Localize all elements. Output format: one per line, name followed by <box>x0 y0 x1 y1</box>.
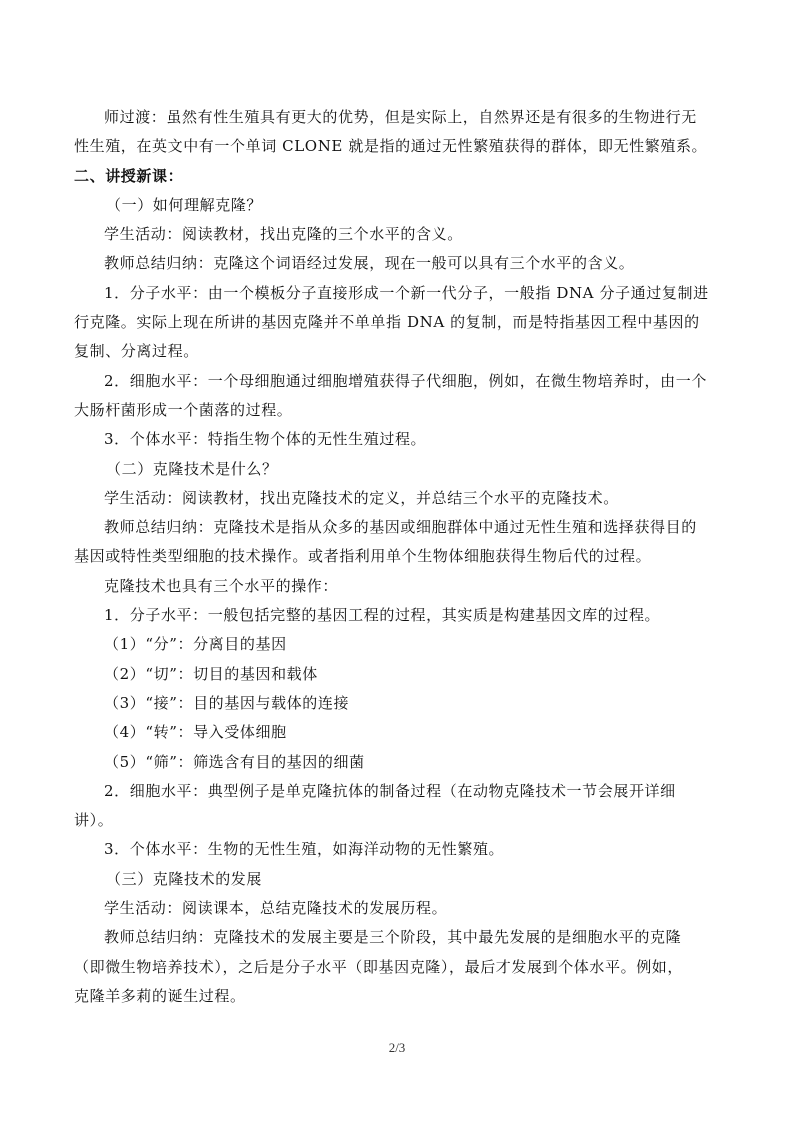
page-number: 2/3 <box>388 1040 406 1055</box>
paragraph-line: （4）“转”：导入受体细胞 <box>104 723 287 742</box>
paragraph-line: （5）“筛”：筛选含有目的基因的细菌 <box>104 752 365 771</box>
paragraph-line: 基因或特性类型细胞的技术操作。或者指利用单个生物体细胞获得生物后代的过程。 <box>74 547 652 566</box>
paragraph-line: 大肠杆菌形成一个菌落的过程。 <box>74 400 293 419</box>
paragraph-line: 克隆技术也具有三个水平的操作： <box>104 576 339 595</box>
paragraph-line: 2．细胞水平：一个母细胞通过细胞增殖获得子代细胞，例如，在微生物培养时，由一个 <box>104 371 707 390</box>
page-body <box>74 103 724 1011</box>
paragraph-line: （3）“接”：目的基因与载体的连接 <box>104 693 350 712</box>
paragraph-line: 1．分子水平：由一个模板分子直接形成一个新一代分子，一般指 DNA 分子通过复制进 <box>104 283 709 302</box>
paragraph-line: 学生活动：阅读教材，找出克隆技术的定义，并总结三个水平的克隆技术。 <box>104 488 619 507</box>
paragraph-line: 教师总结归纳：克隆这个词语经过发展，现在一般可以具有三个水平的含义。 <box>104 254 635 273</box>
paragraph-line: 复制、分离过程。 <box>74 342 199 361</box>
paragraph-line: 3．个体水平：特指生物个体的无性生殖过程。 <box>104 430 427 449</box>
paragraph-line: 讲）。 <box>74 811 114 830</box>
paragraph-line: 3．个体水平：生物的无性生殖，如海洋动物的无性繁殖。 <box>104 840 505 859</box>
paragraph-line: 教师总结归纳：克隆技术是指从众多的基因或细胞群体中通过无性生殖和选择获得目的 <box>104 518 697 537</box>
paragraph-line: （三）克隆技术的发展 <box>106 869 263 888</box>
paragraph-line: 教师总结归纳：克隆技术的发展主要是三个阶段，其中最先发展的是细胞水平的克隆 <box>104 928 682 947</box>
paragraph-line: （2）“切”：切目的基因和载体 <box>104 664 318 683</box>
paragraph-line: （即微生物培养技术），之后是分子水平（即基因克隆），最后才发展到个体水平。例如， <box>74 957 684 976</box>
paragraph-line: 克隆羊多莉的诞生过程。 <box>74 986 246 1005</box>
paragraph-line: 学生活动：阅读教材，找出克隆的三个水平的含义。 <box>104 225 463 244</box>
paragraph-line: 1．分子水平：一般包括完整的基因工程的过程，其实质是构建基因文库的过程。 <box>104 606 661 625</box>
paragraph-line: 行克隆。实际上现在所讲的基因克隆并不单单指 DNA 的复制，而是特指基因工程中基因的 <box>74 313 700 332</box>
paragraph-line: 性生殖，在英文中有一个单词 CLONE 就是指的通过无性繁殖获得的群体，即无性繁殖系。 <box>74 137 708 156</box>
paragraph-line: （1）“分”：分离目的基因 <box>104 635 287 654</box>
paragraph-line: （二）克隆技术是什么？ <box>106 459 278 478</box>
paragraph-line: （一）如何理解克隆？ <box>106 195 263 214</box>
section-heading: 二、讲授新课： <box>74 166 184 185</box>
paragraph-line: 学生活动：阅读课本，总结克隆技术的发展历程。 <box>104 899 448 918</box>
paragraph-line: 2．细胞水平：典型例子是单克隆抗体的制备过程（在动物克隆技术一节会展开详细 <box>104 781 676 800</box>
paragraph-line: 师过渡：虽然有性生殖具有更大的优势，但是实际上，自然界还是有很多的生物进行无 <box>104 108 697 126</box>
